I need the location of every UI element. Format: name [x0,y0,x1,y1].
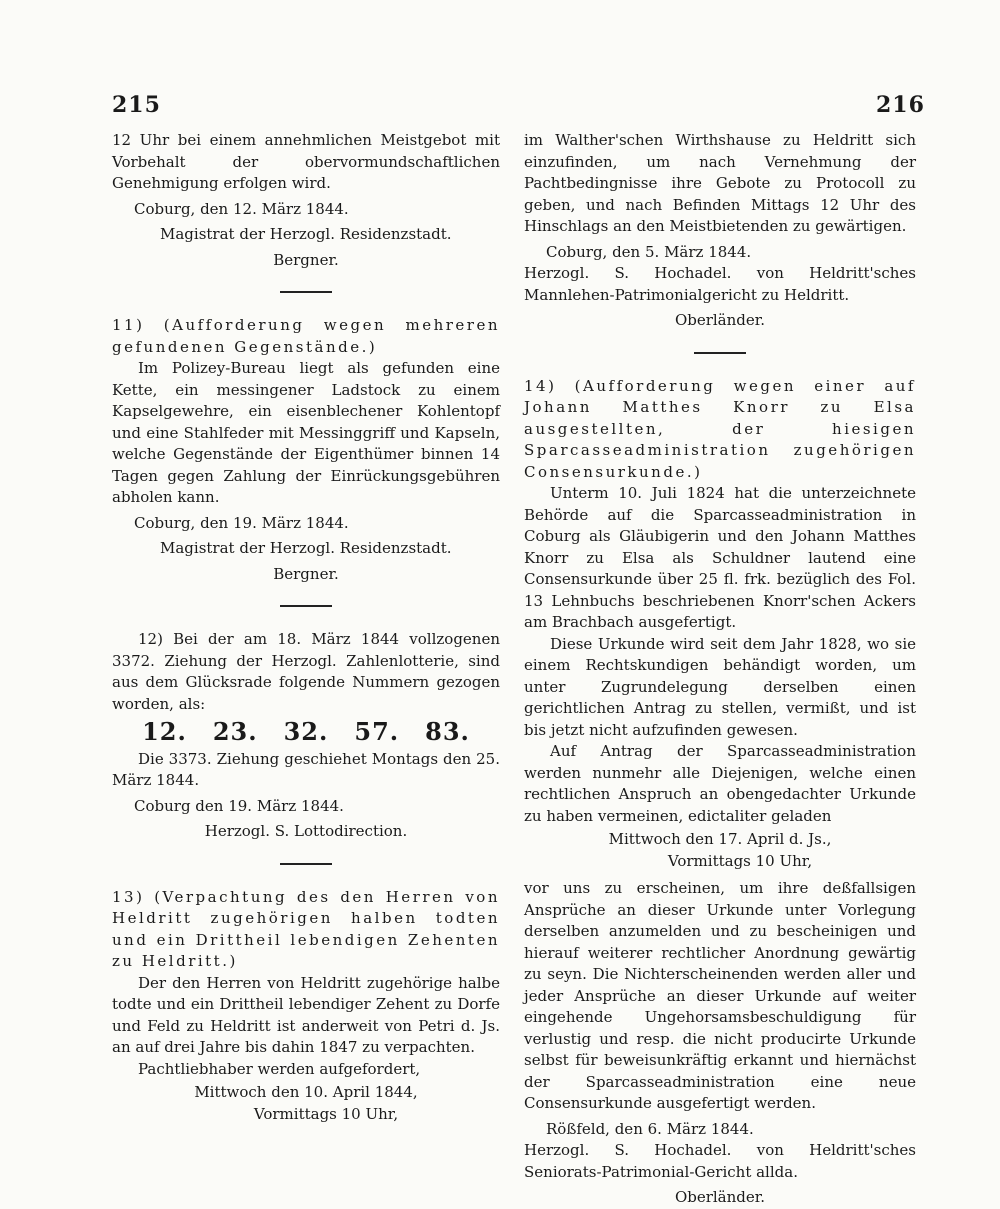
section-11-authority: Magistrat der Herzogl. Residenzstadt. [160,539,452,557]
lottery-number: 83. [425,717,470,746]
section-11-body: Im Polizey-Bureau liegt als gefunden eine Kette, ein messingener Ladstock zu einem Kapselgewehre, ein eisenblechener Kohlentopf und eine Stahlfeder mit Messinggriff und Kapseln, welche Gegenstände der Eigenthümer binnen 14 Tagen gegen Zahlung der Einrückungsgebühren abholen kann. [112,359,500,506]
section-14-signature: Oberländer. [674,1188,766,1206]
page-number-right: 216 [876,92,925,118]
section-14-paragraph: Diese Urkunde wird seit dem Jahr 1828, wo sie einem Rechtskundigen behändigt worden, um unter Zugrundelegung derselben einen gerichtlichen Antrag zu stellen, vermißt, und ist bis jetzt nicht aufzufinden gewesen. [524,634,916,739]
section-13-date: Mittwoch den 10. April 1844, [194,1083,418,1101]
section-12-place-date: Coburg den 19. März 1844. [134,796,344,815]
lottery-numbers [112,717,500,746]
section-11-signature: Bergner. [273,564,339,583]
section-11-heading: 11) (Aufforderung wegen mehreren gefundenen Gegenstände.) [112,316,500,356]
section-divider [280,291,332,293]
section-14-paragraph: vor uns zu erscheinen, um ihre deßfallsigen Ansprüche an dieser Urkunde unter Vorlegung derselben anzumelden und zu bescheinigen und hierauf weiterer rechtlicher Anordnung gewärtig zu seyn. Die Nichterscheinenden werden aller und jeder Ansprüche an dieser Urkunde auf weiter eingehende Ungehorsamsbeschuldigung für verlustig und resp. die nicht producirte Urkunde selbst für beweisunkräftig erkannt und hiernächst der Sparcasseadministration eine neue Consensurkunde ausgefertigt werden. [524,879,916,1112]
section-13-authority: Herzogl. S. Hochadel. von Heldritt'sches Mannlehen-Patrimonialgericht zu Heldritt. [524,264,916,304]
section-13-continuation: im Walther'schen Wirthshause zu Heldritt sich einzufinden, um nach Vernehmung der Pachtbedingnisse ihre Gebote zu Protocoll zu geben, und nach Befinden Mittags 12 Uhr des Hinschlags an den Meistbietenden zu gewärtigen. [524,131,916,235]
section-11-place-date: Coburg, den 19. März 1844. [134,513,349,532]
section-13-body: Der den Herren von Heldritt zugehörige halbe todte und ein Drittheil lebendiger Zehent zu Dorfe und Feld zu Heldritt ist anderweit von Petri d. Js. an auf drei Jahre bis dahin 1847 zu verpachten. [112,973,500,1056]
section-12-next-draw: Die 3373. Ziehung geschiehet Montags den 25. März 1844. [112,749,500,789]
section-14-time: Vormittags 10 Uhr, [667,851,813,870]
section-13-call: Pachtliebhaber werden aufgefordert, [138,1059,421,1078]
lottery-number: 57. [354,717,400,746]
left-column [112,130,500,1131]
right-column [524,130,916,1209]
lottery-number: 23. [212,717,258,746]
section-divider [694,352,746,354]
section-14-paragraph: Auf Antrag der Sparcasseadministration werden nunmehr alle Diejenigen, welche einen rechtlichen Anspruch an obengedachter Urkunde zu haben vermeinen, edictaliter geladen [524,742,916,825]
lottery-number: 32. [283,717,329,746]
section-divider [280,605,332,607]
section-14-date: Mittwoch den 17. April d. Js., [608,830,832,848]
section-14-authority: Herzogl. S. Hochadel. von Heldritt'sches Seniorats-Patrimonial-Gericht allda. [524,1141,916,1181]
intro-text: 12 Uhr bei einem annehmlichen Meistgebot mit Vorbehalt der obervormundschaftlichen Genehmigung erfolgen wird. [112,131,500,192]
section-13-time: Vormittags 10 Uhr, [253,1104,399,1123]
section-12-body: 12) Bei der am 18. März 1844 vollzogenen 3372. Ziehung der Herzogl. Zahlenlotterie, sind aus dem Glücksrade folgende Nummern gezogen worden, als: [112,630,500,713]
intro-authority: Magistrat der Herzogl. Residenzstadt. [160,225,452,243]
intro-place-date: Coburg, den 12. März 1844. [134,199,349,218]
section-14-place-date: Rößfeld, den 6. März 1844. [546,1119,754,1138]
intro-signature: Bergner. [273,250,339,269]
section-12-authority: Herzogl. S. Lottodirection. [204,822,408,840]
section-14-paragraph: Unterm 10. Juli 1824 hat die unterzeichnete Behörde auf die Sparcasseadministration in Coburg als Gläubigerin und den Johann Matthes Knorr zu Elsa als Schuldner lautend eine Consensurkunde über 25 fl. frk. bezüglich des Fol. 13 Lehnbuchs beschriebenen Knorr'schen Ackers am Brachbach ausgefertigt. [524,484,916,631]
section-divider [280,863,332,865]
section-14-heading: 14) (Aufforderung wegen einer auf Johann Matthes Knorr zu Elsa ausgestellten, der hiesigen Sparcasseadministration zugehörigen Consensurkunde.) [524,376,916,481]
section-13-place-date: Coburg, den 5. März 1844. [546,242,752,261]
page-number-left: 215 [112,92,161,118]
section-13-signature: Oberländer. [674,311,766,329]
lottery-number: 12. [142,717,187,746]
section-13-heading: 13) (Verpachtung des den Herren von Heldritt zugehörigen halben todten und ein Drittheil lebendigen Zehenten zu Heldritt.) [112,887,500,970]
